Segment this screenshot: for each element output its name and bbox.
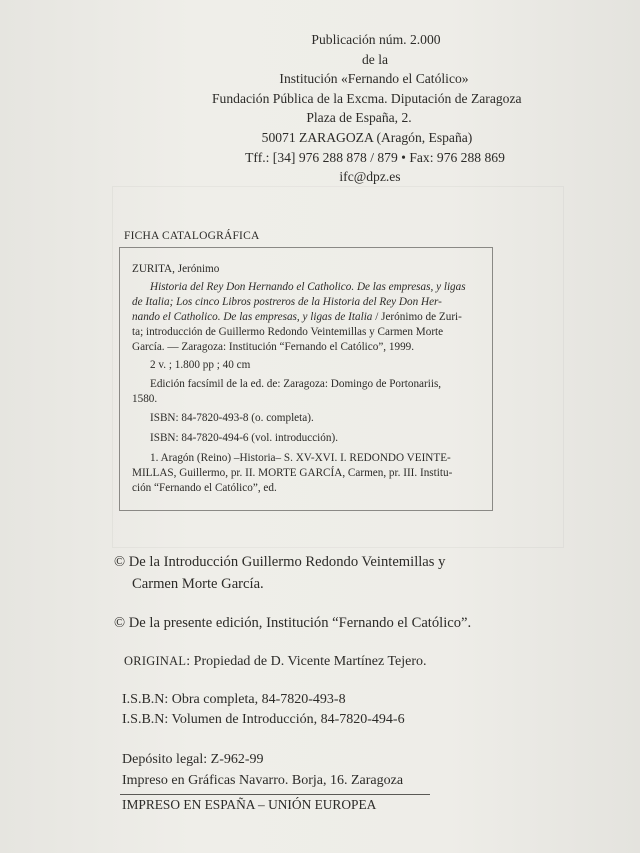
ficha-resp-line: García. — Zaragoza: Institución “Fernando el Católico”, 1999. (132, 341, 415, 353)
imprint-line: Plaza de España, 2. (306, 110, 412, 126)
imprint-line: de la (361, 51, 389, 67)
imprint-line: Tff.: [34] 976 288 878 / 879 • Fax: 976 288 869 (245, 149, 505, 165)
ficha-subject-line: ción “Fernando el Católico”, ed. (132, 482, 277, 494)
ficha-resp-line: ta; introducción de Guillermo Redondo Veintemillas y Carmen Morte (132, 326, 444, 338)
ficha-physical: 2 v. ; 1.800 pp ; 40 cm (150, 359, 251, 371)
original-text: : Propiedad de D. Vicente Martínez Tejero. (186, 654, 427, 669)
isbn-complete: I.S.B.N: Obra completa, 84-7820-493-8 (122, 692, 346, 707)
original-line (124, 651, 427, 672)
imprint-line: ifc@dpz.es (339, 169, 401, 185)
ficha-note-line: Edición facsímil de la ed. de: Zaragoza: Domingo de Portonariis, (150, 378, 442, 390)
catalog-card (119, 247, 493, 511)
publisher-imprint (190, 30, 520, 187)
ficha-title-line: de Italia; Los cinco Libros postreros de la Historia del Rey Don Her- (132, 296, 442, 308)
imprint-line: 50071 ZARAGOZA (Aragón, España) (261, 129, 473, 145)
imprint-line: Publicación núm. 2.000 (311, 32, 441, 47)
ficha-isbn-complete: ISBN: 84-7820-493-8 (o. completa). (150, 412, 314, 424)
ficha-note-line: 1580. (132, 393, 158, 405)
ficha-subject-line: 1. Aragón (Reino) –Historia– S. XV-XVI. I. REDONDO VEINTE- (150, 452, 451, 464)
ficha-subject-line: MILLAS, Guillermo, pr. II. MORTE GARCÍA, Carmen, pr. III. Institu- (132, 467, 453, 479)
imprint-line: Fundación Pública de la Excma. Diputación de Zaragoza (212, 90, 522, 106)
printed-in: IMPRESO EN ESPAÑA – UNIÓN EUROPEA (122, 797, 377, 812)
ficha-title-line-wrap (132, 310, 484, 325)
isbn-intro: I.S.B.N: Volumen de Introducción, 84-7820-494-6 (122, 712, 405, 727)
copyright-intro-line: Carmen Morte García. (132, 576, 264, 592)
deposito-legal: Depósito legal: Z-962-99 (122, 752, 264, 767)
ficha-author: ZURITA, Jerónimo (132, 263, 220, 275)
copyright-intro-line: © De la Introducción Guillermo Redondo Veintemillas y (114, 554, 446, 570)
ficha-title-line: Historia del Rey Don Hernando el Catholico. De las empresas, y ligas (150, 281, 466, 293)
ficha-title-line: nando el Catholico. De las empresas, y ligas de Italia (132, 311, 373, 323)
imprint-line: Institución «Fernando el Católico» (279, 71, 469, 87)
ficha-isbn-intro: ISBN: 84-7820-494-6 (vol. introducción). (150, 432, 338, 444)
printer-line: Impreso en Gráficas Navarro. Borja, 16. Zaragoza (122, 773, 404, 788)
original-label: ORIGINAL (124, 654, 187, 668)
ficha-title-tail: / Jerónimo de Zuri- (372, 311, 462, 323)
copyright-edition: © De la presente edición, Institución “Fernando el Católico”. (114, 615, 472, 631)
ficha-label: FICHA CATALOGRÁFICA (124, 230, 260, 242)
